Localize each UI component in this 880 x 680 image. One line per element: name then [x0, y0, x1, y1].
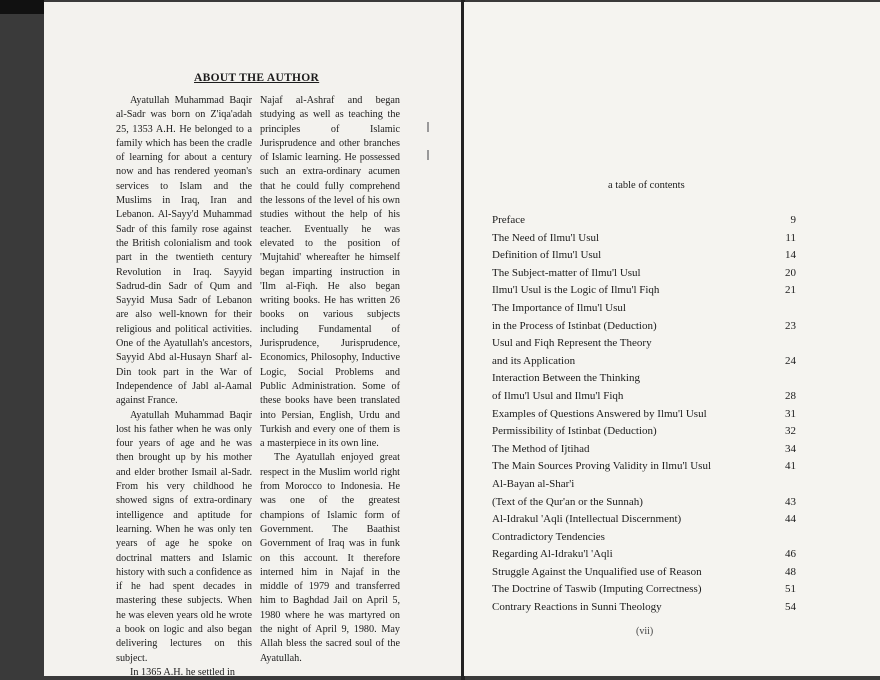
toc-entry — [492, 406, 796, 424]
toc-title: Preface — [492, 214, 525, 226]
table-of-contents — [492, 212, 796, 617]
toc-title: Usul and Fiqh Represent the Theory — [492, 337, 652, 350]
toc-title: in the Process of Istinbat (Deduction) — [492, 319, 657, 332]
margin-mark — [427, 150, 429, 160]
toc-title: The Importance of Ilmu'l Usul — [492, 301, 626, 314]
toc-page: 28 — [785, 389, 796, 402]
toc-page: 54 — [785, 601, 796, 614]
toc-entry — [492, 212, 796, 230]
toc-title: Al-Idrakul 'Aqli (Intellectual Discernment) — [492, 513, 682, 526]
toc-page: 46 — [785, 548, 796, 561]
toc-title: Contrary Reactions in Sunni Theology — [492, 601, 662, 614]
page-folio: (vii) — [636, 626, 654, 637]
toc-entry — [492, 458, 796, 476]
toc-entry — [492, 546, 796, 564]
toc-entry — [492, 494, 796, 512]
toc-entry — [492, 265, 796, 283]
bio-paragraph: Ayatullah Muhammad Baqir al-Sadr was born on Z'iqa'adah 25, 1353 A.H. He belonged to a family which has been the cradle of learning for about a century now and has rendered yeoman's services to Islam and the Muslims in Iraq, Iran and Lebanon. Al-Sayy'd Muhammad Sadr of this family rose against the British colonialism and took part in the twentieth century Revolution in Iraq. Sayyid Sadrud-din Sadr of Qum and Sayyid Musa Sadr of Lebanon are also well-known for their religious and political activities. One of the Ayatullah's ancestors, Sayyid Abd al-Husayn Sharf al-Din took part in the War of Independence of Jabl al-Aamal against France. — [116, 95, 252, 407]
toc-title: Regarding Al-Idraku'l 'Aqli — [492, 548, 613, 561]
toc-entry — [492, 318, 796, 336]
right-page — [464, 2, 880, 676]
toc-page: 48 — [785, 565, 796, 578]
toc-entry — [492, 564, 796, 582]
bio-paragraph: In 1365 A.H. he settled in — [130, 666, 235, 676]
toc-title: The Doctrine of Taswib (Imputing Correctness) — [492, 583, 702, 596]
toc-title: and its Application — [492, 354, 576, 367]
toc-title: Interaction Between the Thinking — [492, 372, 640, 385]
toc-page: 31 — [785, 407, 796, 420]
toc-title: Definition of Ilmu'l Usul — [492, 249, 602, 262]
toc-page: 11 — [785, 231, 796, 244]
toc-entry — [492, 370, 796, 388]
bio-paragraph: Najaf al-Ashraf and began studying as well as teaching the principles of Islamic Jurisprudence and other branches of Islamic learning. He possessed such an extra-ordinary acumen that he could fully comprehend the lessons of the level of his own studies without the help of his teacher. Eventually he was elevated to the position of 'Mujtahid' whereafter he himself began imparting instruction in 'Ilm al-Fiqh. He also began writing books. He has written 26 books on various subjects including Fundamental of Jurisprudence, Jurisprudence, Economics, Philosophy, Inductive Logic, Social Problems and Public Administration. Some of these books have been translated into Persian, English, Urdu and Turkish and every one of them is a masterpiece in its own line. — [260, 95, 400, 450]
toc-title: The Need of Ilmu'l Usul — [492, 231, 600, 244]
toc-title: Al-Bayan al-Shar'i — [492, 477, 575, 490]
toc-page: 24 — [785, 354, 796, 367]
toc-entry — [492, 511, 796, 529]
toc-title: of Ilmu'l Usul and Ilmu'l Fiqh — [492, 389, 624, 402]
toc-title: Permissibility of Istinbat (Deduction) — [492, 425, 657, 438]
toc-entry — [492, 529, 796, 547]
toc-entry — [492, 353, 796, 371]
toc-entry — [492, 599, 796, 617]
toc-title: The Main Sources Proving Validity in Ilmu'l Usul — [492, 460, 712, 473]
toc-page: 34 — [785, 442, 796, 455]
toc-entry — [492, 230, 796, 248]
toc-entry — [492, 247, 796, 265]
toc-page: 41 — [785, 460, 796, 473]
toc-title: Struggle Against the Unqualified use of Reason — [492, 565, 702, 578]
bio-paragraph: The Ayatullah enjoyed great respect in the Muslim world right from Morocco to Indonesia. He was one of the greatest champions of Islamic form of Government. The Baathist Government of Iraq was in funk on this account. It therefore interned him in Najaf in the middle of 1979 and transferred him to Baghdad Jail on April 5, 1980 where he was martyred on the night of April 9, 1980. May Allah bless the sacred soul of the Ayatullah. — [260, 452, 400, 664]
toc-page: 32 — [785, 425, 796, 438]
scan-corner-shadow — [0, 0, 44, 14]
toc-page: 9 — [790, 214, 796, 226]
bio-paragraph: Ayatullah Muhammad Baqir lost his father when he was only four years of age and he was then brought up by his mother and elder brother Ismail al-Sadr. From his very childhood he showed signs of extra-ordinary intelligence and aptitude for learning. When he was only ten years of age he spoke on doctrinal matters and Islamic history with such a confidence as if he had spent decades in mastering these subjects. When he was eleven years old he wrote a book on logic and also began delivering lectures on this subject. — [116, 409, 252, 664]
margin-mark — [427, 122, 429, 132]
author-bio-column-2 — [260, 94, 400, 666]
toc-title: Ilmu'l Usul is the Logic of Ilmu'l Fiqh — [492, 284, 660, 297]
toc-page: 21 — [785, 284, 796, 297]
toc-page: 23 — [785, 319, 796, 332]
toc-title: (Text of the Qur'an or the Sunnah) — [492, 495, 643, 508]
toc-page: 20 — [785, 266, 796, 279]
toc-entry — [492, 282, 796, 300]
toc-page: 44 — [785, 513, 796, 526]
toc-heading: a table of contents — [608, 180, 685, 191]
toc-entry — [492, 388, 796, 406]
toc-page: 14 — [785, 249, 796, 262]
left-page — [44, 2, 462, 676]
page-title: ABOUT THE AUTHOR — [194, 72, 320, 84]
toc-page: 51 — [785, 583, 796, 596]
toc-title: The Subject-matter of Ilmu'l Usul — [492, 266, 641, 279]
toc-page: 43 — [785, 495, 796, 508]
toc-entry — [492, 300, 796, 318]
toc-entry — [492, 476, 796, 494]
author-bio-column-1 — [116, 94, 252, 676]
toc-title: Contradictory Tendencies — [492, 530, 605, 543]
toc-entry — [492, 581, 796, 599]
toc-entry — [492, 423, 796, 441]
toc-entry — [492, 441, 796, 459]
toc-entry — [492, 335, 796, 353]
toc-title: Examples of Questions Answered by Ilmu'l Usul — [492, 407, 707, 420]
toc-title: The Method of Ijtihad — [492, 442, 590, 455]
